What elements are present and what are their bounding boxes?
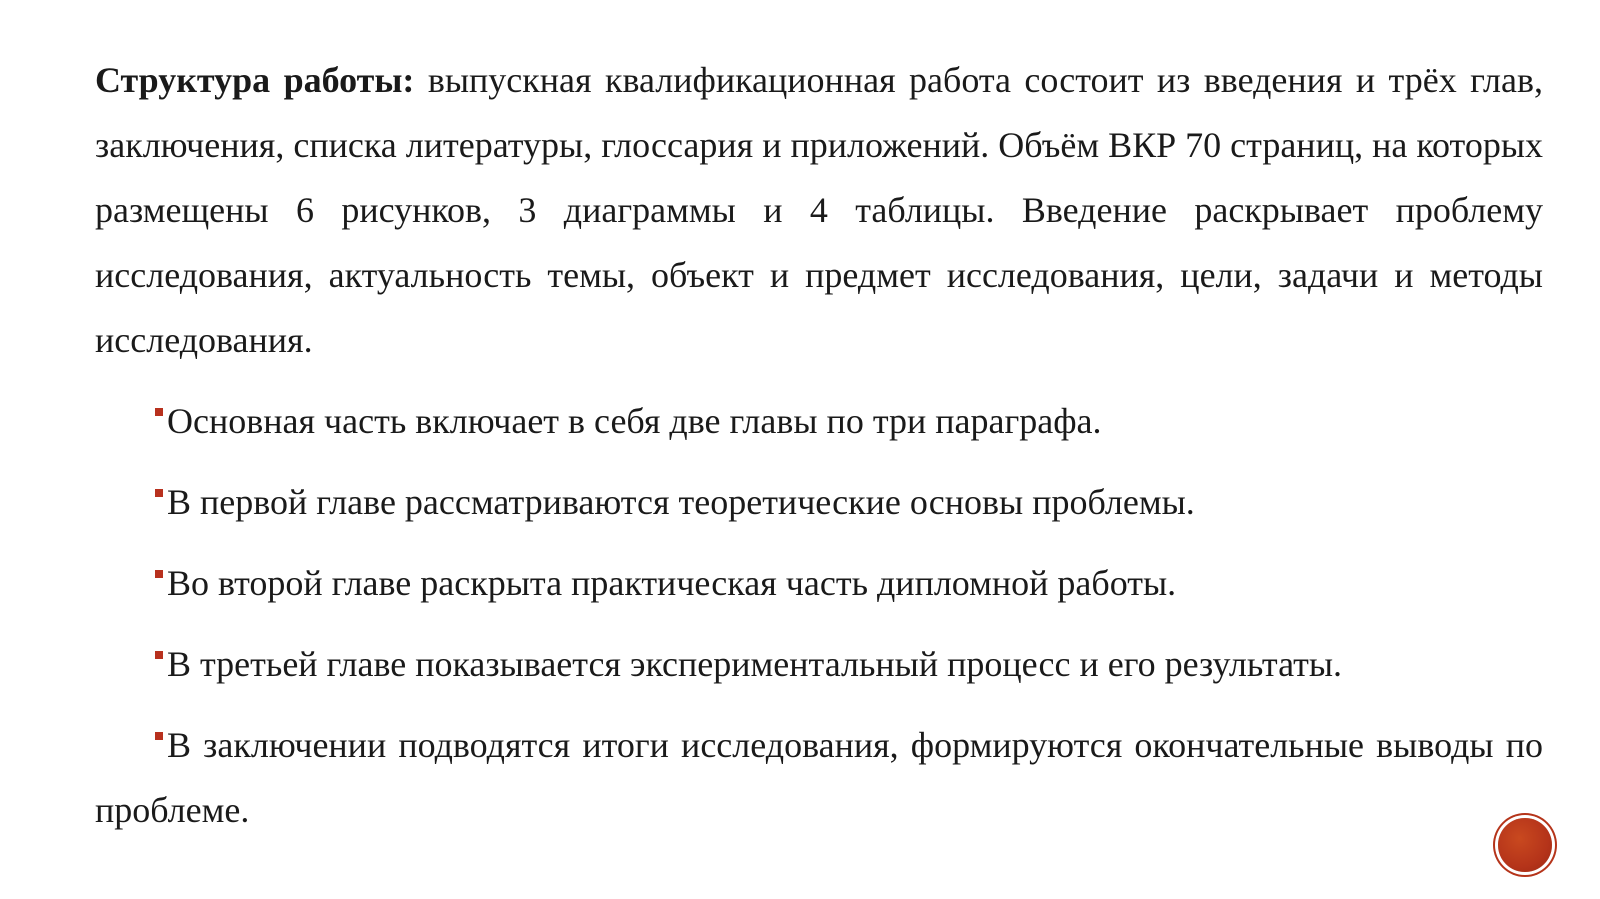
slide-content [95,48,1543,843]
square-bullet-icon [155,732,163,740]
square-bullet-icon [155,489,163,497]
bullet-text: Во второй главе раскрыта практическая часть дипломной работы. [167,563,1177,603]
bullet-text: В первой главе рассматриваются теоретические основы проблемы. [167,482,1195,522]
bullet-item [95,389,1543,454]
intro-paragraph [95,48,1543,373]
bullet-item [95,551,1543,616]
bullet-text: Основная часть включает в себя две главы по три параграфа. [167,401,1102,441]
bullet-item [95,470,1543,535]
intro-text: выпускная квалификационная работа состоит из введения и трёх глав, заключения, списка литературы, глоссария и приложений. Объём ВКР 70 страниц, на которых размещены 6 рисунков, 3 диаграммы и 4 таблицы. Введение раскрывает проблему исследования, актуальность темы, объект и предмет исследования, цели, задачи и методы исследования. [95,60,1543,360]
square-bullet-icon [155,408,163,416]
square-bullet-icon [155,651,163,659]
intro-lead: Структура работы: [95,60,415,100]
bullet-item [95,713,1543,843]
circle-nav-button[interactable] [1498,818,1552,872]
square-bullet-icon [155,570,163,578]
bullet-item [95,632,1543,697]
bullet-text: В третьей главе показывается экспериментальный процесс и его результаты. [167,644,1343,684]
bullet-text: В заключении подводятся итоги исследования, формируются окончательные выводы по проблеме. [95,725,1543,830]
